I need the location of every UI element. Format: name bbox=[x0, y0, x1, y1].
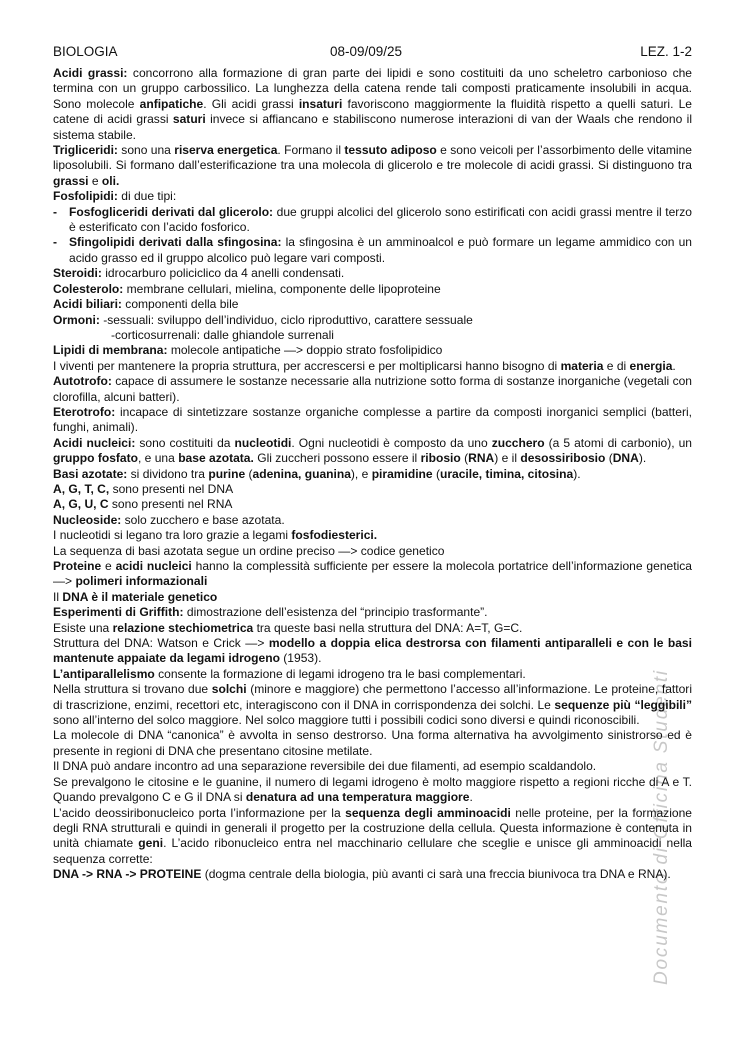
paragraph bbox=[53, 436, 692, 467]
bold-term: Eterotrofo: bbox=[53, 404, 116, 419]
paragraph bbox=[53, 544, 692, 559]
text-run: idrocarburo policiclico da 4 anelli condensati. bbox=[101, 266, 345, 281]
text-run: sono presenti nel DNA bbox=[109, 481, 234, 496]
text-run: . bbox=[469, 790, 473, 805]
text-run: (a 5 atomi di carbonio), un bbox=[544, 435, 692, 450]
bold-term: energia bbox=[629, 358, 673, 373]
bold-term: Colesterolo: bbox=[53, 281, 124, 296]
text-run: (dogma centrale della biologia, più avanti ci sarà una freccia biunivoca tra DNA e RNA). bbox=[201, 867, 671, 882]
bold-term: desossiribosio bbox=[520, 451, 606, 466]
bold-term: grassi bbox=[53, 173, 89, 188]
paragraph bbox=[53, 328, 692, 343]
paragraph bbox=[53, 682, 692, 728]
text-run: . bbox=[672, 358, 676, 373]
text-run: e bbox=[101, 559, 116, 573]
text-run: membrane cellulari, mielina, componente delle lipoproteine bbox=[123, 281, 441, 296]
bold-term: oli. bbox=[101, 173, 120, 188]
text-run: componenti della bile bbox=[121, 297, 239, 312]
text-run: . L’acido ribonucleico entra nel macchinario cellulare che sceglie e unisce gli amminoacidi nella sequenza corrette: bbox=[53, 836, 692, 866]
bold-term: acidi nucleici bbox=[115, 559, 192, 573]
bold-term: denatura ad una temperatura maggiore bbox=[245, 790, 470, 805]
text-run: capace di assumere le sostanze necessarie alla nutrizione sotto forma di sostanze inorganiche (vegetali con clorofilla, alcuni batteri). bbox=[53, 374, 692, 404]
text-run: nelle proteine, per la formazione degli RNA strutturali e quindi in generali il progetto per la costruzione della cellula. Questa informazione è contenuta in unità chiamate bbox=[53, 805, 692, 851]
paragraph bbox=[53, 266, 692, 281]
bullet-paragraph bbox=[53, 205, 692, 236]
text-run: ( bbox=[245, 466, 253, 481]
text-run: . Ogni nucleotidi è composto da uno bbox=[291, 435, 492, 450]
bold-term: Acidi grassi: bbox=[53, 66, 128, 80]
bold-term: ribosio bbox=[420, 451, 461, 466]
text-run: solo zucchero e base azotata. bbox=[121, 512, 285, 527]
bold-term: Sfingolipidi derivati dalla sfingosina: bbox=[69, 235, 282, 250]
bold-term: DNA -> RNA -> PROTEINE bbox=[53, 867, 202, 882]
text-run: (1953). bbox=[279, 651, 322, 666]
bold-term: Lipidi di membrana: bbox=[53, 343, 168, 358]
bold-term: Esperimenti di Griffith: bbox=[53, 605, 184, 620]
text-run: la sfingosina è un amminoalcol e può formare un legame ammidico con un acido grasso ed il gruppo alcolico può legare vari composti. bbox=[69, 235, 692, 265]
paragraph bbox=[53, 343, 692, 358]
paragraph bbox=[53, 513, 692, 528]
bold-term: anfipatiche bbox=[139, 96, 204, 111]
paragraph bbox=[53, 636, 692, 667]
paragraph bbox=[53, 189, 692, 204]
bold-term: Acidi biliari: bbox=[53, 297, 122, 312]
paragraph bbox=[53, 667, 692, 682]
bold-term: A, G, U, C bbox=[53, 497, 109, 512]
paragraph bbox=[53, 405, 692, 436]
paragraph bbox=[53, 482, 692, 497]
document-page bbox=[53, 44, 692, 883]
paragraph bbox=[53, 605, 692, 620]
bold-term: relazione stechiometrica bbox=[112, 620, 254, 635]
paragraph bbox=[53, 374, 692, 405]
bold-term: gruppo fosfato bbox=[53, 451, 138, 466]
text-run: I viventi per mantenere la propria struttura, per accrescersi e per moltiplicarsi hanno bisogno di bbox=[53, 358, 561, 373]
bold-term: Autotrofo: bbox=[53, 374, 112, 389]
bullet-dash: - bbox=[53, 204, 58, 219]
text-run: sono presenti nel RNA bbox=[108, 497, 233, 512]
bold-term: Proteine bbox=[53, 559, 102, 573]
text-run: . Formano il bbox=[277, 143, 345, 158]
text-run: ( bbox=[432, 466, 440, 481]
paragraph bbox=[53, 806, 692, 868]
text-run: hanno la complessità sufficiente per essere la molecola portatrice dell’informazione genetica —> bbox=[53, 559, 692, 589]
bold-term: Basi azotate: bbox=[53, 466, 128, 481]
document-body bbox=[53, 66, 692, 883]
bold-term: Steroidi: bbox=[53, 266, 102, 281]
text-run: La molecole di DNA “canonica” è avvolta in senso destrorso. Una forma alternativa ha avvolgimento sinistrorso ed è presente in regioni di DNA che presentano citosine metilate. bbox=[53, 728, 692, 758]
text-run: . Gli acidi grassi bbox=[203, 96, 299, 111]
paragraph bbox=[53, 282, 692, 297]
bold-term: riserva energetica bbox=[174, 143, 278, 158]
bold-term: zucchero bbox=[491, 435, 545, 450]
text-run: invece si affiancano e stabiliscono numerose interazioni di van der Waals che rendono il sistema stabile. bbox=[53, 112, 692, 142]
paragraph bbox=[53, 775, 692, 806]
text-run: Gli zuccheri possono essere il bbox=[253, 451, 421, 466]
text-run: (minore e maggiore) che permettono l’accesso all’informazione. Le proteine, fattori di trascrizione, enzimi, recettori etc, interagiscono con il DNA in corrispondenza dei solchi. Le bbox=[53, 682, 692, 712]
bold-term: modello a doppia elica destrorsa con filamenti antiparalleli e con le basi mantenute appaiate da legami idrogeno bbox=[53, 636, 692, 666]
text-run: di due tipi: bbox=[117, 189, 177, 204]
text-run: e sono veicoli per l’assorbimento delle vitamine liposolubili. Si formano dall’esterificazione tra una molecola di glicerolo e tre molecole di acidi grassi. Si distinguono tra bbox=[53, 143, 693, 173]
text-run: e di bbox=[603, 358, 630, 373]
paragraph bbox=[53, 313, 692, 328]
text-run: I nucleotidi si legano tra loro grazie a legami bbox=[53, 528, 292, 543]
paragraph bbox=[53, 867, 692, 882]
text-run: sono all’interno del solco maggiore. Nel solco maggiore tutti i possibili codici sono diversi e quindi riconoscibili. bbox=[53, 713, 640, 728]
bold-term: sequenza degli amminoacidi bbox=[345, 805, 511, 820]
text-run: ) e il bbox=[494, 451, 521, 466]
bold-term: Ormoni: bbox=[53, 312, 100, 327]
text-run: ). bbox=[573, 466, 581, 481]
bold-term: materia bbox=[560, 358, 604, 373]
bold-term: geni bbox=[138, 836, 164, 851]
text-run: Esiste una bbox=[53, 620, 113, 635]
text-run: ( bbox=[605, 451, 613, 466]
bold-term: nucleotidi bbox=[234, 435, 292, 450]
bold-term: purine bbox=[208, 466, 246, 481]
page-header bbox=[53, 44, 692, 66]
watermark: Documento di Officina Studenti bbox=[651, 669, 672, 985]
text-run: molecole antipatiche —> doppio strato fosfolipidico bbox=[167, 343, 443, 358]
text-run: , e una bbox=[137, 451, 179, 466]
text-run: ). bbox=[638, 451, 647, 466]
paragraph bbox=[53, 528, 692, 543]
paragraph bbox=[53, 359, 692, 374]
paragraph bbox=[53, 759, 692, 774]
paragraph bbox=[53, 559, 692, 590]
paragraph bbox=[53, 590, 692, 605]
text-run: sono una bbox=[117, 143, 175, 158]
bullet-paragraph bbox=[53, 235, 692, 266]
bold-term: base azotata. bbox=[178, 451, 254, 466]
text-run: Il DNA può andare incontro ad una separazione reversibile dei due filamenti, ad esempio scaldandolo. bbox=[53, 759, 597, 774]
paragraph bbox=[53, 728, 692, 759]
bold-term: piramidine bbox=[371, 466, 433, 481]
text-run: si dividono tra bbox=[127, 466, 209, 481]
bold-term: Nucleoside: bbox=[53, 512, 122, 527]
text-run: -sessuali: sviluppo dell’individuo, ciclo riproduttivo, carattere sessuale bbox=[99, 312, 473, 327]
text-run: ), e bbox=[350, 466, 372, 481]
text-run: Nella struttura si trovano due bbox=[53, 682, 212, 697]
bold-term: insaturi bbox=[298, 96, 343, 111]
text-run: La sequenza di basi azotata segue un ordine preciso —> codice genetico bbox=[53, 543, 445, 558]
bold-term: Acidi nucleici: bbox=[53, 435, 136, 450]
bold-term: polimeri informazionali bbox=[75, 574, 208, 589]
bold-term: solchi bbox=[211, 682, 247, 697]
header-lesson: LEZ. 1-2 bbox=[640, 44, 692, 59]
bold-term: L’antiparallelismo bbox=[53, 666, 155, 681]
text-run: consente la formazione di legami idrogeno tra le basi complementari. bbox=[154, 666, 526, 681]
bold-term: Fosfogliceridi derivati dal glicerolo: bbox=[69, 204, 274, 219]
header-subject: BIOLOGIA bbox=[53, 44, 118, 59]
text-run: dimostrazione dell’esistenza del “principio trasformante”. bbox=[183, 605, 488, 620]
bullet-dash: - bbox=[53, 235, 58, 250]
bold-term: fosfodiesterici. bbox=[291, 528, 378, 543]
text-run: Struttura del DNA: Watson e Crick —> bbox=[53, 636, 269, 651]
text-run: concorrono alla formazione di gran parte dei lipidi e sono costituiti da uno scheletro carbonioso che termina con un gruppo carbossilico. La lunghezza della catena rende tali composti praticamente insolubili in acqua. Sono molecole bbox=[53, 66, 693, 111]
bold-term: DNA bbox=[612, 451, 639, 466]
paragraph bbox=[53, 497, 692, 512]
bold-term: saturi bbox=[172, 112, 206, 127]
text-run: Il bbox=[53, 589, 63, 604]
paragraph bbox=[53, 143, 692, 189]
text-run: incapace di sintetizzare sostanze organiche complesse a partire da composti inorganici semplici (batteri, funghi, animali). bbox=[53, 404, 692, 435]
paragraph bbox=[53, 297, 692, 312]
bold-term: tessuto adiposo bbox=[344, 143, 437, 158]
text-run: e bbox=[88, 173, 102, 188]
bold-term: A, G, T, C, bbox=[53, 481, 110, 496]
text-run: Se prevalgono le citosine e le guanine, il numero di legami idrogeno è molto maggiore rispetto a regioni ricche di A e T. Quando prevalgono C e G il DNA si bbox=[53, 774, 692, 805]
text-run: L’acido deossiribonucleico porta l’informazione per la bbox=[53, 805, 346, 820]
text-run: favoriscono maggiormente la fluidità rispetto a quelli saturi. Le catene di acidi grassi bbox=[53, 96, 692, 127]
header-date: 08-09/09/25 bbox=[330, 44, 403, 59]
paragraph bbox=[53, 467, 692, 482]
paragraph bbox=[53, 621, 692, 636]
text-run: due gruppi alcolici del glicerolo sono estirificati con acidi grassi mentre il terzo è esterificato con l’acido fosforico. bbox=[69, 204, 693, 235]
bold-term: Trigliceridi: bbox=[53, 143, 118, 158]
text-run: ( bbox=[460, 451, 469, 466]
bold-term: Fosfolipidi: bbox=[53, 189, 118, 204]
text-run: tra queste basi nella struttura del DNA: A=T, G=C. bbox=[253, 620, 523, 635]
bold-term: RNA bbox=[468, 451, 495, 466]
bold-term: DNA è il materiale genetico bbox=[62, 589, 218, 604]
bold-term: uracile, timina, citosina bbox=[439, 466, 574, 481]
text-run: sono costituiti da bbox=[135, 435, 235, 450]
text-run: -corticosurrenali: dalle ghiandole surrenali bbox=[111, 327, 334, 342]
bold-term: adenina, guanina bbox=[252, 466, 351, 481]
paragraph bbox=[53, 66, 692, 143]
bold-term: sequenze più “leggibili” bbox=[554, 697, 693, 712]
